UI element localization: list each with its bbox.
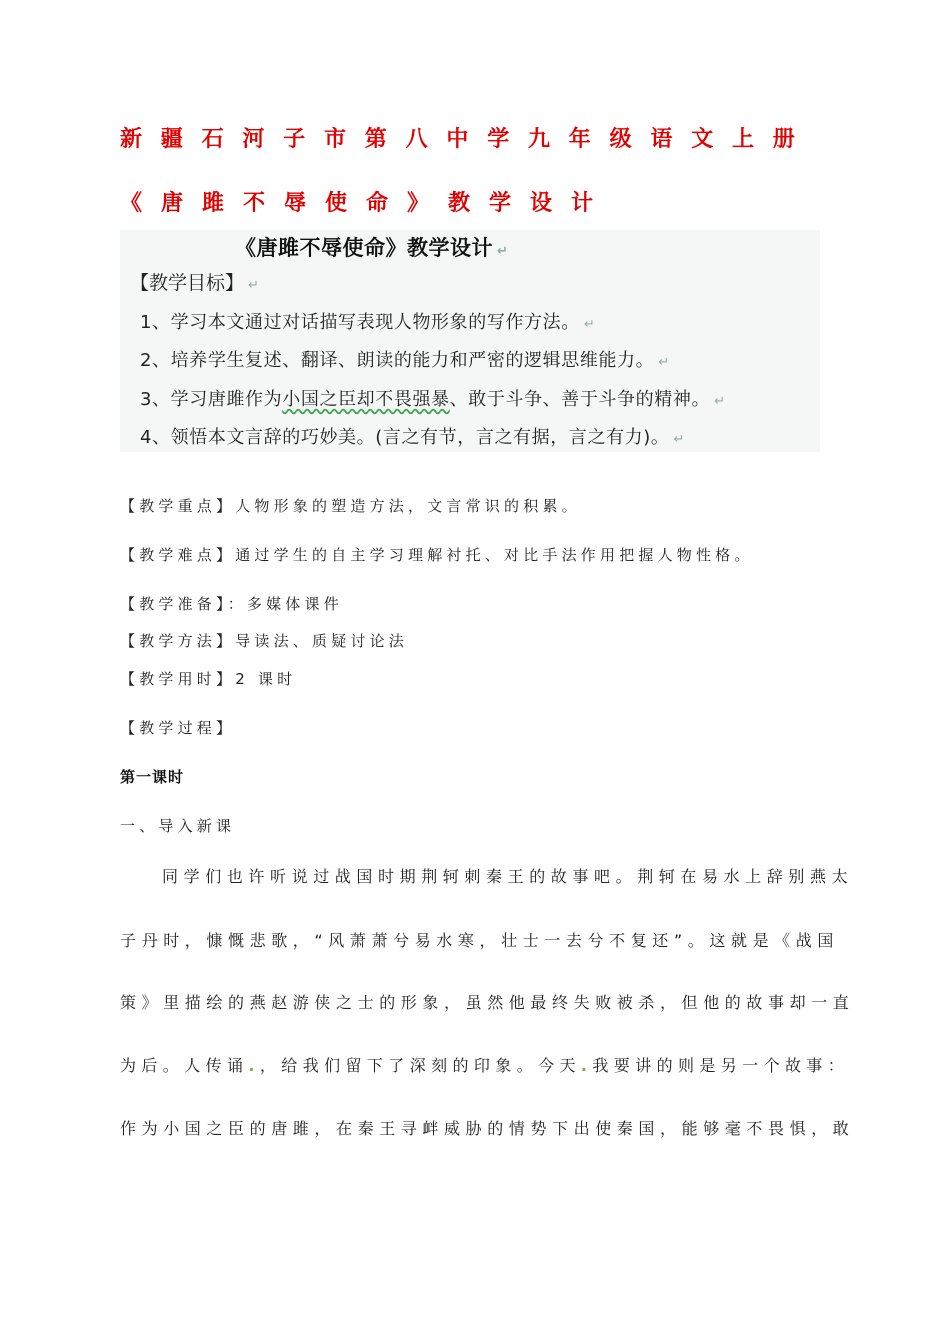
objective-item-4: 4、领悟本文言辞的巧妙美。(言之有节，言之有据，言之有力)。 ↵ bbox=[140, 427, 685, 448]
objective-item-3: 3、学习唐雎作为小国之臣却不畏强暴、敢于斗争、善于斗争的精神。 ↵ bbox=[140, 389, 726, 410]
paragraph-line-3: 策》里描绘的燕赵游侠之士的形象，虽然他最终失败被杀，但他的故事却一直 bbox=[120, 993, 855, 1012]
objective-item-1: 1、学习本文通过对话描写表现人物形象的写作方法。 ↵ bbox=[140, 312, 596, 333]
document-title-line2: 《唐雎不辱使命》教学设计 bbox=[120, 191, 613, 216]
objectives-label: 【教学目标】 ↵ bbox=[130, 272, 259, 294]
document-title-line1: 新疆石河子市第八中学九年级语文上册 bbox=[120, 127, 814, 152]
section-heading: 一、导入新课 bbox=[120, 817, 236, 835]
green-dot-mark: . bbox=[248, 1056, 260, 1075]
spellcheck-underline: 小国之臣却不畏强暴 bbox=[282, 389, 450, 410]
teaching-difficulty: 【教学难点】通过学生的自主学习理解衬托、对比手法作用把握人物性格。 bbox=[120, 546, 754, 564]
teaching-method: 【教学方法】导读法、质疑讨论法 bbox=[120, 632, 409, 650]
teaching-process: 【教学过程】 bbox=[120, 719, 236, 737]
teaching-preparation: 【教学准备】：多媒体课件 bbox=[120, 595, 343, 613]
objectives-panel bbox=[120, 230, 820, 452]
inset-heading: 《唐雎不辱使命》教学设计 ↵ bbox=[235, 236, 509, 260]
teaching-focus: 【教学重点】人物形象的塑造方法，文言常识的积累。 bbox=[120, 497, 581, 515]
paragraph-line-1: 同学们也许听说过战国时期荆轲刺秦王的故事吧。荆轲在易水上辞别燕太 bbox=[162, 867, 854, 886]
green-dot-mark: . bbox=[580, 1056, 593, 1075]
lesson-heading: 第一课时 bbox=[120, 768, 185, 786]
teaching-hours: 【教学用时】2 课时 bbox=[120, 670, 297, 688]
objective-item-2: 2、培养学生复述、翻译、朗读的能力和严密的逻辑思维能力。 ↵ bbox=[140, 350, 670, 371]
paragraph-line-4: 为后。人传诵.，给我们留下了深刻的印象。今天.我要讲的则是另一个故事： bbox=[120, 1056, 850, 1075]
paragraph-line-5: 作为小国之臣的唐雎，在秦王寻衅威胁的情势下出使秦国，能够毫不畏惧，敢 bbox=[120, 1119, 855, 1138]
paragraph-line-2: 子丹时，慷慨悲歌，“风萧萧兮易水寒，壮士一去兮不复还”。这就是《战国 bbox=[120, 931, 839, 950]
